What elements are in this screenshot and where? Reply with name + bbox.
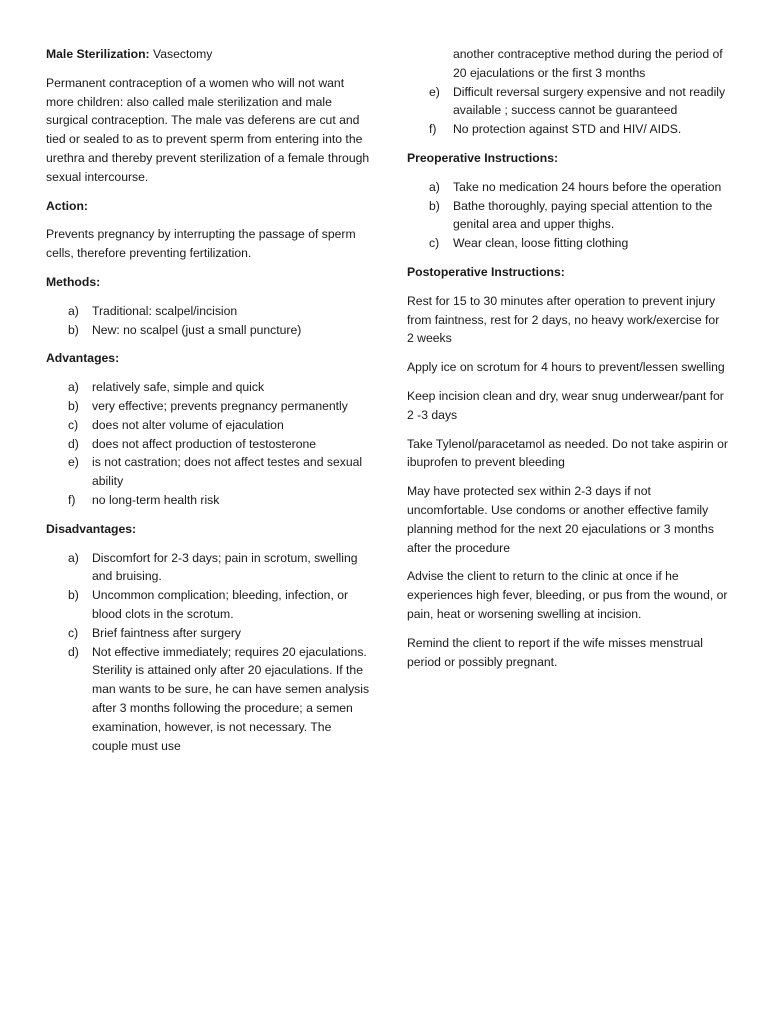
list-marker: f) [68, 492, 76, 507]
list-item-text: Not effective immediately; requires 20 ejaculations. Sterility is attained only after 20 ejaculations. If the man wants to be sure, he can have semen analysis after 3 months following the procedure; a semen examination, however, is not necessary. The couple must use [92, 644, 370, 753]
list-marker: e) [429, 84, 440, 99]
list-item-text: does not affect production of testosterone [92, 436, 317, 451]
list-marker [407, 45, 453, 83]
list-marker: b) [429, 198, 440, 213]
list-item [46, 397, 370, 416]
list-item [46, 435, 370, 454]
list-item [46, 416, 370, 435]
document-title [46, 45, 370, 64]
intro-paragraph: Permanent contraception of a women who will not want more children: also called male sterilization and male surgical contraception. The male vas deferens are cut and tied or sealed to as to prevent sperm from entering into the urethra and thereby prevent sterilization of a female through sexual intercourse. [46, 75, 370, 184]
postop-paragraph: Take Tylenol/paracetamol as needed. Do not take aspirin or ibuprofen to prevent bleeding [407, 436, 728, 470]
disadvantages-list [46, 549, 370, 756]
list-marker: b) [68, 588, 79, 603]
list-item-text: Uncommon complication; bleeding, infection, or blood clots in the scrotum. [92, 588, 349, 621]
list-item-text: No protection against STD and HIV/ AIDS. [453, 122, 682, 137]
advantages-heading: Advantages: [46, 351, 120, 366]
list-item-text: Take no medication 24 hours before the operation [453, 179, 722, 194]
methods-heading: Methods: [46, 274, 101, 289]
list-item-text: no long-term health risk [92, 492, 220, 507]
preop-list [407, 178, 729, 253]
list-item-text: does not alter volume of ejaculation [92, 417, 284, 432]
list-item-text: Bathe thoroughly, paying special attention to the genital area and upper thighs. [453, 198, 713, 232]
postop-paragraph: Keep incision clean and dry, wear snug underwear/pant for 2 -3 days [407, 388, 724, 422]
list-marker: d) [68, 436, 79, 451]
disadvantages-heading: Disadvantages: [46, 521, 137, 536]
list-marker: a) [429, 179, 440, 194]
postop-paragraph: Remind the client to report if the wife misses menstrual period or possibly pregnant. [407, 635, 704, 669]
list-item [46, 491, 370, 510]
action-heading: Action: [46, 198, 88, 213]
list-item [46, 321, 370, 340]
list-item [407, 178, 729, 197]
list-item [407, 83, 729, 121]
list-marker: c) [429, 236, 440, 251]
list-item [46, 624, 370, 643]
list-marker: e) [68, 455, 79, 470]
list-item-text: New: no scalpel (just a small puncture) [92, 322, 302, 337]
right-column [407, 45, 729, 681]
preop-heading: Preoperative Instructions: [407, 150, 559, 165]
list-item [407, 234, 729, 253]
postop-paragraphs [407, 292, 729, 672]
list-item [407, 197, 729, 235]
list-marker: a) [68, 380, 79, 395]
list-marker: c) [68, 417, 79, 432]
list-marker: f) [429, 122, 437, 137]
list-item-text: Difficult reversal surgery expensive and not readily available ; success cannot be guaranteed [453, 84, 726, 118]
title-rest: Vasectomy [149, 47, 213, 61]
list-item [46, 302, 370, 321]
list-item [46, 586, 370, 624]
postop-paragraph: Advise the client to return to the clinic at once if he experiences high fever, bleeding, or pus from the wound, or pain, heat or worsening swelling at incision. [407, 569, 728, 621]
title-bold: Male Sterilization: [46, 47, 150, 61]
list-marker: b) [68, 322, 79, 337]
postop-heading: Postoperative Instructions: [407, 264, 565, 279]
list-item-text: Wear clean, loose fitting clothing [453, 236, 629, 251]
list-item-text: another contraceptive method during the period of 20 ejaculations or the first 3 months [453, 47, 723, 80]
postop-paragraph: May have protected sex within 2-3 days if not uncomfortable. Use condoms or another effective family planning method for the next 20 ejaculations or 3 months after the procedure [407, 484, 714, 555]
list-item-text: Brief faintness after surgery [92, 625, 242, 640]
list-item-text: very effective; prevents pregnancy permanently [92, 398, 348, 413]
list-marker: a) [68, 550, 79, 565]
list-item [46, 643, 370, 756]
left-column [46, 45, 370, 765]
postop-paragraph: Apply ice on scrotum for 4 hours to prevent/lessen swelling [407, 360, 725, 375]
list-item [407, 45, 729, 83]
list-marker: c) [68, 625, 79, 640]
disadvantages-continued-list [407, 45, 729, 139]
list-item [46, 549, 370, 587]
advantages-list [46, 378, 370, 510]
postop-paragraph: Rest for 15 to 30 minutes after operation to prevent injury from faintness, rest for 2 days, no heavy work/exercise for 2 weeks [407, 293, 720, 346]
list-item-text: Discomfort for 2-3 days; pain in scrotum, swelling and bruising. [92, 550, 358, 584]
list-marker: d) [68, 644, 79, 659]
list-marker: a) [68, 303, 79, 318]
list-item-text: Traditional: scalpel/incision [92, 303, 238, 318]
list-item [46, 378, 370, 397]
methods-list [46, 302, 370, 340]
list-item [407, 120, 729, 139]
list-item-text: is not castration; does not affect testes and sexual ability [92, 455, 363, 489]
action-paragraph: Prevents pregnancy by interrupting the passage of sperm cells, therefore preventing fertilization. [46, 227, 356, 261]
list-item [46, 453, 370, 491]
list-item-text: relatively safe, simple and quick [92, 380, 265, 395]
list-marker: b) [68, 398, 79, 413]
